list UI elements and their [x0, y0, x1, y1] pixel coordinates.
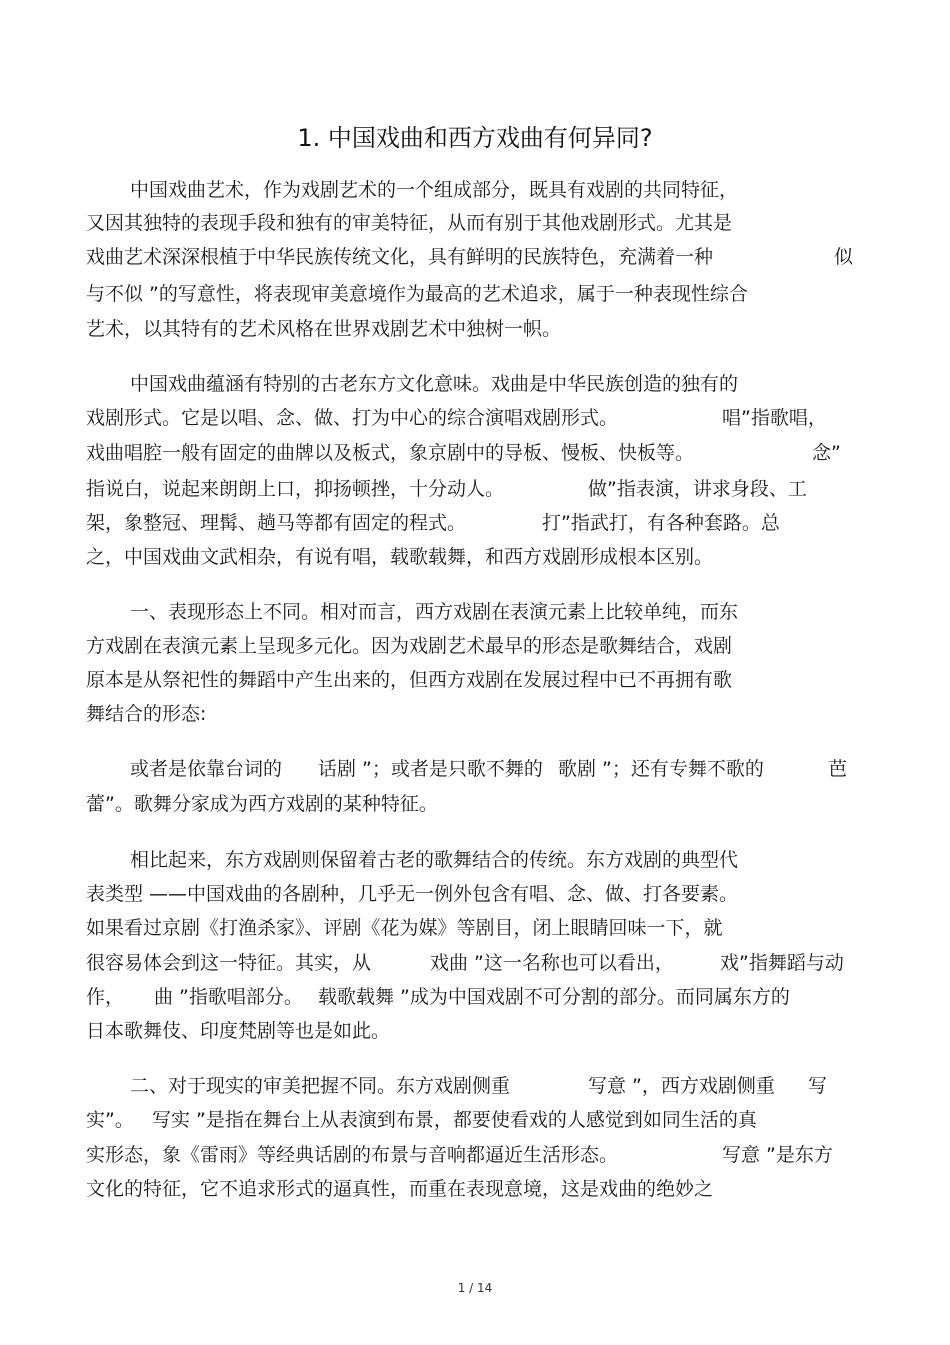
- text-line: 实”。: [86, 1109, 134, 1131]
- text-line: 舞结合的形态:: [86, 703, 207, 725]
- text-line: 载歌载舞 ”成为中国戏剧不可分割的部分。而同属东方的: [318, 986, 790, 1008]
- text-line: 戏”指舞蹈与动: [720, 952, 844, 974]
- text-line: 戏曲艺术深深根植于中华民族传统文化，具有鲜明的民族特色，充满着一种: [86, 246, 714, 268]
- text-line: 一、表现形态上不同。相对而言，西方戏剧在表演元素上比较单纯，而东: [130, 601, 739, 623]
- text-line: 相比起来，东方戏剧则保留着古老的歌舞结合的传统。东方戏剧的典型代: [130, 849, 739, 871]
- text-line: 方戏剧在表演元素上呈现多元化。因为戏剧艺术最早的形态是歌舞结合，戏剧: [86, 635, 733, 657]
- text-line: 作，: [86, 986, 125, 1008]
- text-line: 写: [808, 1075, 828, 1097]
- text-line: 写意 ”是东方: [722, 1144, 833, 1166]
- text-line: 歌剧 ”；还有专舞不歌的: [558, 758, 764, 780]
- text-line: 指说白，说起来朗朗上口，抑扬顿挫，十分动人。: [86, 478, 505, 500]
- text-line: 写实 ”是指在舞台上从表演到布景，都要使看戏的人感觉到如同生活的真: [152, 1109, 757, 1131]
- text-line: 芭: [828, 758, 848, 780]
- text-line: 二、对于现实的审美把握不同。东方戏剧侧重: [130, 1075, 511, 1097]
- text-line: 似: [834, 246, 854, 268]
- text-line: 做”指表演，讲求身段、工: [588, 478, 807, 500]
- text-line: 话剧 ”；或者是只歌不舞的: [318, 758, 543, 780]
- text-line: 艺术，以其特有的艺术风格在世界戏剧艺术中独树一帜。: [86, 318, 562, 340]
- text-line: 蕾”。歌舞分家成为西方戏剧的某种特征。: [86, 793, 438, 815]
- text-line: 唱”指歌唱，: [722, 407, 827, 429]
- text-line: 打”指武打，有各种套路。总: [542, 512, 780, 534]
- text-line: 原本是从祭祀性的舞蹈中产生出来的，但西方戏剧在发展过程中已不再拥有歌: [86, 669, 733, 691]
- text-line: 又因其独特的表现手段和独有的审美特征，从而有别于其他戏剧形式。尤其是: [86, 212, 733, 234]
- text-line: 中国戏曲蕴涵有特别的古老东方文化意味。戏曲是中华民族创造的独有的: [130, 373, 739, 395]
- text-line: 文化的特征，它不追求形式的逼真性，而重在表现意境，这是戏曲的绝妙之: [86, 1178, 714, 1200]
- text-line: 与不似 ”的写意性，将表现审美意境作为最高的艺术追求，属于一种表现性综合: [86, 283, 748, 305]
- text-line: 架，象整冠、理髯、趟马等都有固定的程式。: [86, 512, 467, 534]
- text-line: 日本歌舞伎、印度梵剧等也是如此。: [86, 1020, 391, 1042]
- text-line: 曲 ”指歌唱部分。: [154, 986, 303, 1008]
- text-line: 写意 ”，西方戏剧侧重: [588, 1075, 775, 1097]
- text-line: 实形态，象《雷雨》等经典话剧的布景与音响都逼近生活形态。: [86, 1144, 619, 1166]
- text-line: 戏曲 ”这一名称也可以看出，: [430, 952, 674, 974]
- text-line: 很容易体会到这一特征。其实，从: [86, 952, 372, 974]
- text-line: 表类型 ——中国戏曲的各剧种，几乎无一例外包含有唱、念、做、打各要素。: [86, 883, 739, 905]
- text-line: 戏曲唱腔一般有固定的曲牌以及板式，象京剧中的导板、慢板、快板等。: [86, 442, 695, 464]
- text-line: 中国戏曲艺术，作为戏剧艺术的一个组成部分，既具有戏剧的共同特征，: [130, 179, 739, 201]
- text-line: 之，中国戏曲文武相杂，有说有唱，载歌载舞，和西方戏剧形成根本区别。: [86, 546, 714, 568]
- text-line: 或者是依靠台词的: [130, 758, 283, 780]
- text-line: 念”: [812, 442, 841, 464]
- page-title: 1. 中国戏曲和西方戏曲有何异同?: [297, 124, 653, 152]
- text-line: 如果看过京剧《打渔杀家》、评剧《花为媒》等剧目，闭上眼睛回味一下，就: [86, 917, 723, 939]
- page-number: 1 / 14: [457, 1281, 493, 1295]
- text-line: 戏剧形式。它是以唱、念、做、打为中心的综合演唱戏剧形式。: [86, 407, 619, 429]
